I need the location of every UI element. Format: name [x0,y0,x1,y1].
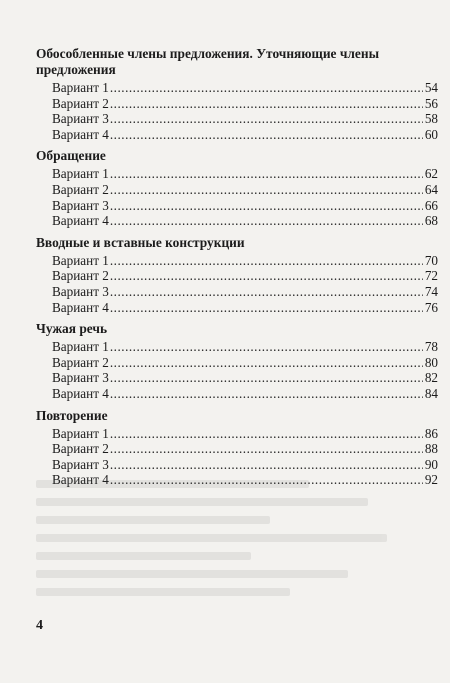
dot-leader [110,370,423,386]
toc-section [36,235,438,315]
toc-entry [36,284,438,300]
toc-entry [36,166,438,182]
dot-leader [110,472,423,488]
toc-section [36,408,438,488]
entry-label: Вариант 2 [52,95,109,111]
entry-page: 74 [424,283,438,299]
entry-page: 90 [424,456,438,472]
entry-label: Вариант 3 [52,111,109,127]
toc-entry [36,457,438,473]
show-through-text [36,470,426,640]
dot-leader [110,355,423,371]
entry-page: 56 [424,95,438,111]
toc-entry [36,198,438,214]
entry-page: 70 [424,252,438,268]
entry-label: Вариант 1 [52,166,109,182]
entry-label: Вариант 1 [52,339,109,355]
entry-page: 66 [424,197,438,213]
dot-leader [110,166,423,182]
toc-entry [36,96,438,112]
entry-page: 72 [424,268,438,284]
section-title: Повторение [36,407,108,423]
toc-entry [36,339,438,355]
table-of-contents [36,46,438,494]
entry-label: Вариант 3 [52,370,109,386]
dot-leader [110,80,423,96]
toc-entry [36,426,438,442]
section-title: Вводные и вставные конструкции [36,234,245,250]
dot-leader [110,386,423,402]
section-title: Обращение [36,148,106,164]
dot-leader [110,457,423,473]
section-title: Чужая речь [36,321,108,337]
toc-entry [36,472,438,488]
dot-leader [110,213,423,229]
entry-label: Вариант 4 [52,126,109,142]
entry-label: Вариант 2 [52,181,109,197]
entry-label: Вариант 1 [52,80,109,95]
entry-page: 62 [424,166,438,182]
dot-leader [110,96,423,112]
entry-page: 78 [424,339,438,355]
toc-entry [36,253,438,269]
entry-label: Вариант 2 [52,268,109,284]
section-title: Обособленные члены предложения. Уточняющие члены предложения [36,46,380,77]
toc-section [36,321,438,401]
entry-page: 82 [424,370,438,386]
entry-label: Вариант 2 [52,441,109,457]
entry-label: Вариант 1 [52,425,109,441]
dot-leader [110,268,423,284]
entry-page: 76 [424,299,438,315]
toc-entry [36,182,438,198]
entry-page: 84 [424,385,438,401]
entry-label: Вариант 3 [52,283,109,299]
dot-leader [110,441,423,457]
dot-leader [110,111,423,127]
entry-page: 54 [424,80,438,95]
dot-leader [110,253,423,269]
toc-entry [36,370,438,386]
toc-entry [36,111,438,127]
entry-page: 68 [424,213,438,229]
toc-entry [36,127,438,143]
toc-entry [36,300,438,316]
dot-leader [110,182,423,198]
entry-page: 86 [424,425,438,441]
entry-page: 58 [424,111,438,127]
entry-label: Вариант 4 [52,213,109,229]
dot-leader [110,127,423,143]
toc-entry [36,386,438,402]
page-number: 4 [36,618,43,633]
toc-section [36,46,438,142]
entry-page: 60 [424,126,438,142]
entry-label: Вариант 4 [52,472,109,488]
entry-label: Вариант 2 [52,354,109,370]
entry-page: 80 [424,354,438,370]
toc-entry [36,441,438,457]
entry-label: Вариант 1 [52,252,109,268]
toc-entry [36,268,438,284]
entry-page: 88 [424,441,438,457]
toc-entry [36,355,438,371]
toc-entry [36,213,438,229]
entry-label: Вариант 3 [52,456,109,472]
toc-section [36,148,438,228]
entry-page: 64 [424,181,438,197]
dot-leader [110,198,423,214]
dot-leader [110,426,423,442]
entry-label: Вариант 4 [52,299,109,315]
dot-leader [110,300,423,316]
entry-page: 92 [424,472,438,488]
entry-label: Вариант 3 [52,197,109,213]
dot-leader [110,284,423,300]
entry-label: Вариант 4 [52,385,109,401]
toc-entry [36,80,438,96]
dot-leader [110,339,423,355]
